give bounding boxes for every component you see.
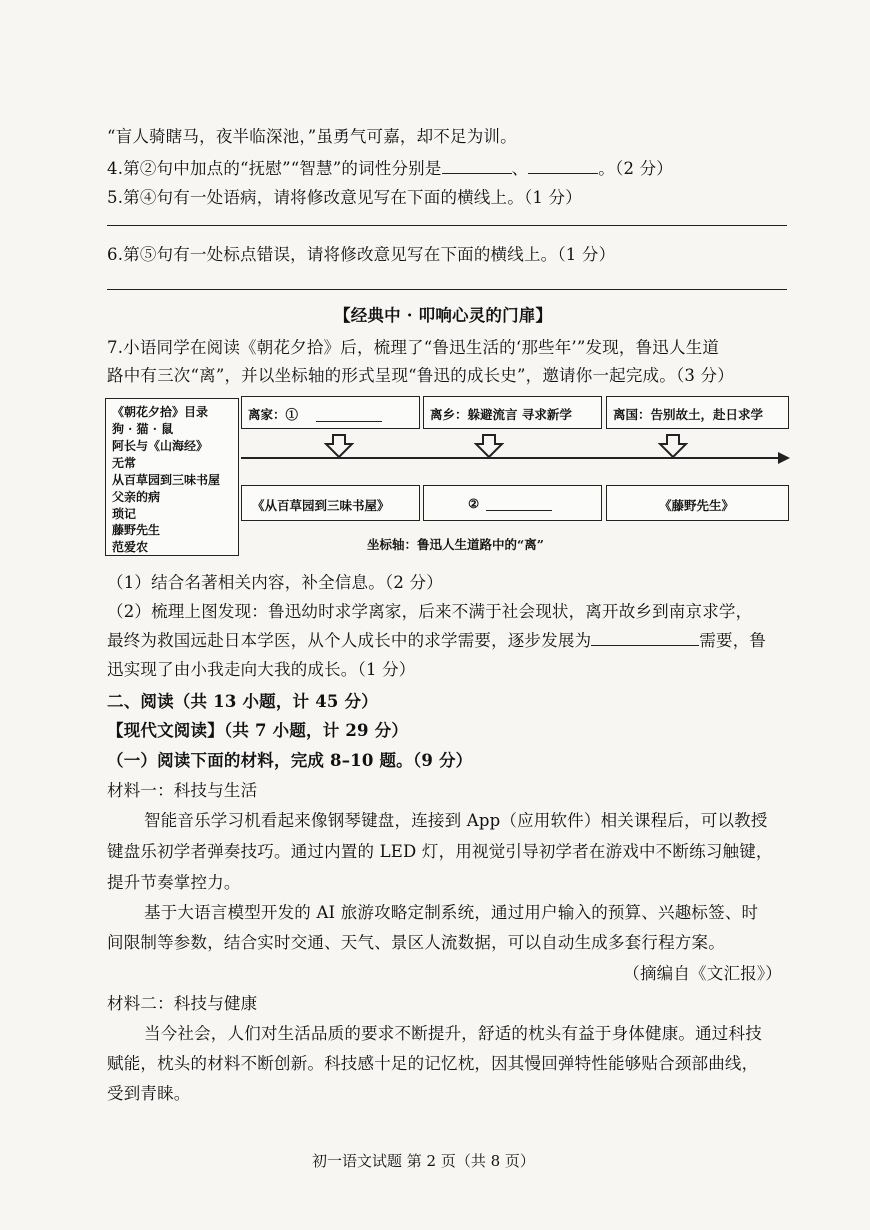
m1-p2-line-2: 间限制等参数，结合实时交通、天气、景区人流数据，可以自动生成多套行程方案。 <box>107 933 725 952</box>
toc-item: 范爱农 <box>112 540 149 554</box>
quote-line: “盲人骑瞎马，夜半临深池，”虽勇气可嘉，却不足为训。 <box>107 127 517 146</box>
part-1-title: （一）阅读下面的材料，完成 8–10 题。（9 分） <box>107 751 473 770</box>
m1-p1-line-3: 提升节奏掌控力。 <box>107 873 241 892</box>
page-footer: 初一语文试题 第 2 页（共 8 页） <box>312 1152 535 1170</box>
modern-reading-title: 【现代文阅读】（共 7 小题，计 29 分） <box>107 721 409 740</box>
q7-part-1: （1）结合名著相关内容，补全信息。（2 分） <box>107 573 443 592</box>
toc-item: 父亲的病 <box>112 490 161 504</box>
toc-item: 阿长与《山海经》 <box>112 439 209 453</box>
leave-hometown-box <box>423 396 602 429</box>
fujino-label: 《藤野先生》 <box>659 498 735 513</box>
m2-line-1: 当今社会，人们对生活品质的要求不断提升，舒适的枕头有益于身体健康。通过科技 <box>144 1024 762 1043</box>
leave-home-box <box>241 396 420 429</box>
blank-2-box <box>423 485 602 521</box>
q7-p2-blank[interactable] <box>591 629 699 647</box>
axis-arrow-icon <box>778 452 790 464</box>
question-5: 5.第④句有一处语病，请将修改意见写在下面的横线上。（1 分） <box>107 188 582 207</box>
m1-source: （摘编自《文汇报》） <box>623 964 782 983</box>
down-arrow-icon <box>658 434 688 458</box>
toc-item: 无常 <box>112 456 137 470</box>
material-2-title: 材料二：科技与健康 <box>107 994 258 1013</box>
q4-prefix: 4.第②句中加点的“抚慰”“智慧”的词性分别是 <box>107 159 442 178</box>
toc-item: 从百草园到三味书屋 <box>112 473 221 487</box>
toc-title: 《朝花夕拾》目录 <box>112 405 209 419</box>
m2-line-3: 受到青睐。 <box>107 1084 191 1103</box>
q4-separator: 、 <box>511 159 529 178</box>
timeline-axis <box>241 457 779 459</box>
fujino-box <box>606 485 789 521</box>
toc-item: 藤野先生 <box>112 523 161 537</box>
m1-p1-line-1: 智能音乐学习机看起来像钢琴键盘，连接到 App（应用软件）相关课程后，可以教授 <box>144 811 768 830</box>
leave-country-box <box>606 396 789 429</box>
axis-caption: 坐标轴：鲁迅人生道路中的“离” <box>367 537 544 552</box>
q7-p2-suffix: 需要，鲁 <box>699 631 767 650</box>
leave-country-label: 离国：告别故土，赴日求学 <box>613 407 764 422</box>
blank-2-line[interactable] <box>486 510 552 511</box>
q6-answer-line[interactable] <box>107 289 787 290</box>
q7-part-2-line-2 <box>107 627 766 651</box>
question-4 <box>107 155 673 179</box>
q4-suffix: 。（2 分） <box>598 159 673 178</box>
blank-1-line[interactable] <box>316 421 382 422</box>
q7-part-2-line-3: 迅实现了由小我走向大我的成长。（1 分） <box>107 660 416 679</box>
toc-box <box>105 398 239 556</box>
m1-p1-line-2: 键盘乐初学者弹奏技巧。通过内置的 LED 灯，用视觉引导初学者在游戏中不断练习触键， <box>107 842 773 861</box>
q7-p2-prefix: 最终为救国远赴日本学医，从个人成长中的求学需要，逐步发展为 <box>107 631 592 650</box>
baicaoyuan-label: 《从百草园到三味书屋》 <box>252 498 390 513</box>
material-1-title: 材料一：科技与生活 <box>107 781 258 800</box>
leave-home-label: 离家：① <box>248 407 299 422</box>
leave-hometown-label: 离乡：躲避流言 寻求新学 <box>430 407 572 422</box>
down-arrow-icon <box>474 434 504 458</box>
q7-line-2: 路中有三次“离”，并以坐标轴的形式呈现“鲁迅的成长史”，邀请你一起完成。（3 分） <box>107 366 734 385</box>
q7-part-2-line-1: （2）梳理上图发现：鲁迅幼时求学离家，后来不满于社会现状，离开故乡到南京求学， <box>107 602 753 621</box>
m1-p2-line-1: 基于大语言模型开发的 AI 旅游攻略定制系统，通过用户输入的预算、兴趣标签、时 <box>144 903 759 922</box>
q4-blank-2[interactable] <box>528 157 598 175</box>
q7-line-1: 7.小语同学在阅读《朝花夕拾》后，梳理了“鲁迅生活的‘那些年’”发现，鲁迅人生道 <box>107 338 720 357</box>
q5-answer-line[interactable] <box>107 225 787 226</box>
toc-item: 狗 · 猫 · 鼠 <box>112 422 174 436</box>
q4-blank-1[interactable] <box>442 157 512 175</box>
section-classic-title: 【经典中 · 叩响心灵的门扉】 <box>334 306 553 325</box>
reading-section-title: 二、阅读（共 13 小题，计 45 分） <box>107 692 378 711</box>
down-arrow-icon <box>324 434 354 458</box>
question-6: 6.第⑤句有一处标点错误，请将修改意见写在下面的横线上。（1 分） <box>107 245 616 264</box>
m2-line-2: 赋能，枕头的材料不断创新。科技感十足的记忆枕，因其慢回弹特性能够贴合颈部曲线， <box>107 1054 759 1073</box>
baicaoyuan-box <box>241 485 420 521</box>
toc-item: 琐记 <box>112 507 137 521</box>
blank-2-label: ② <box>468 496 480 511</box>
